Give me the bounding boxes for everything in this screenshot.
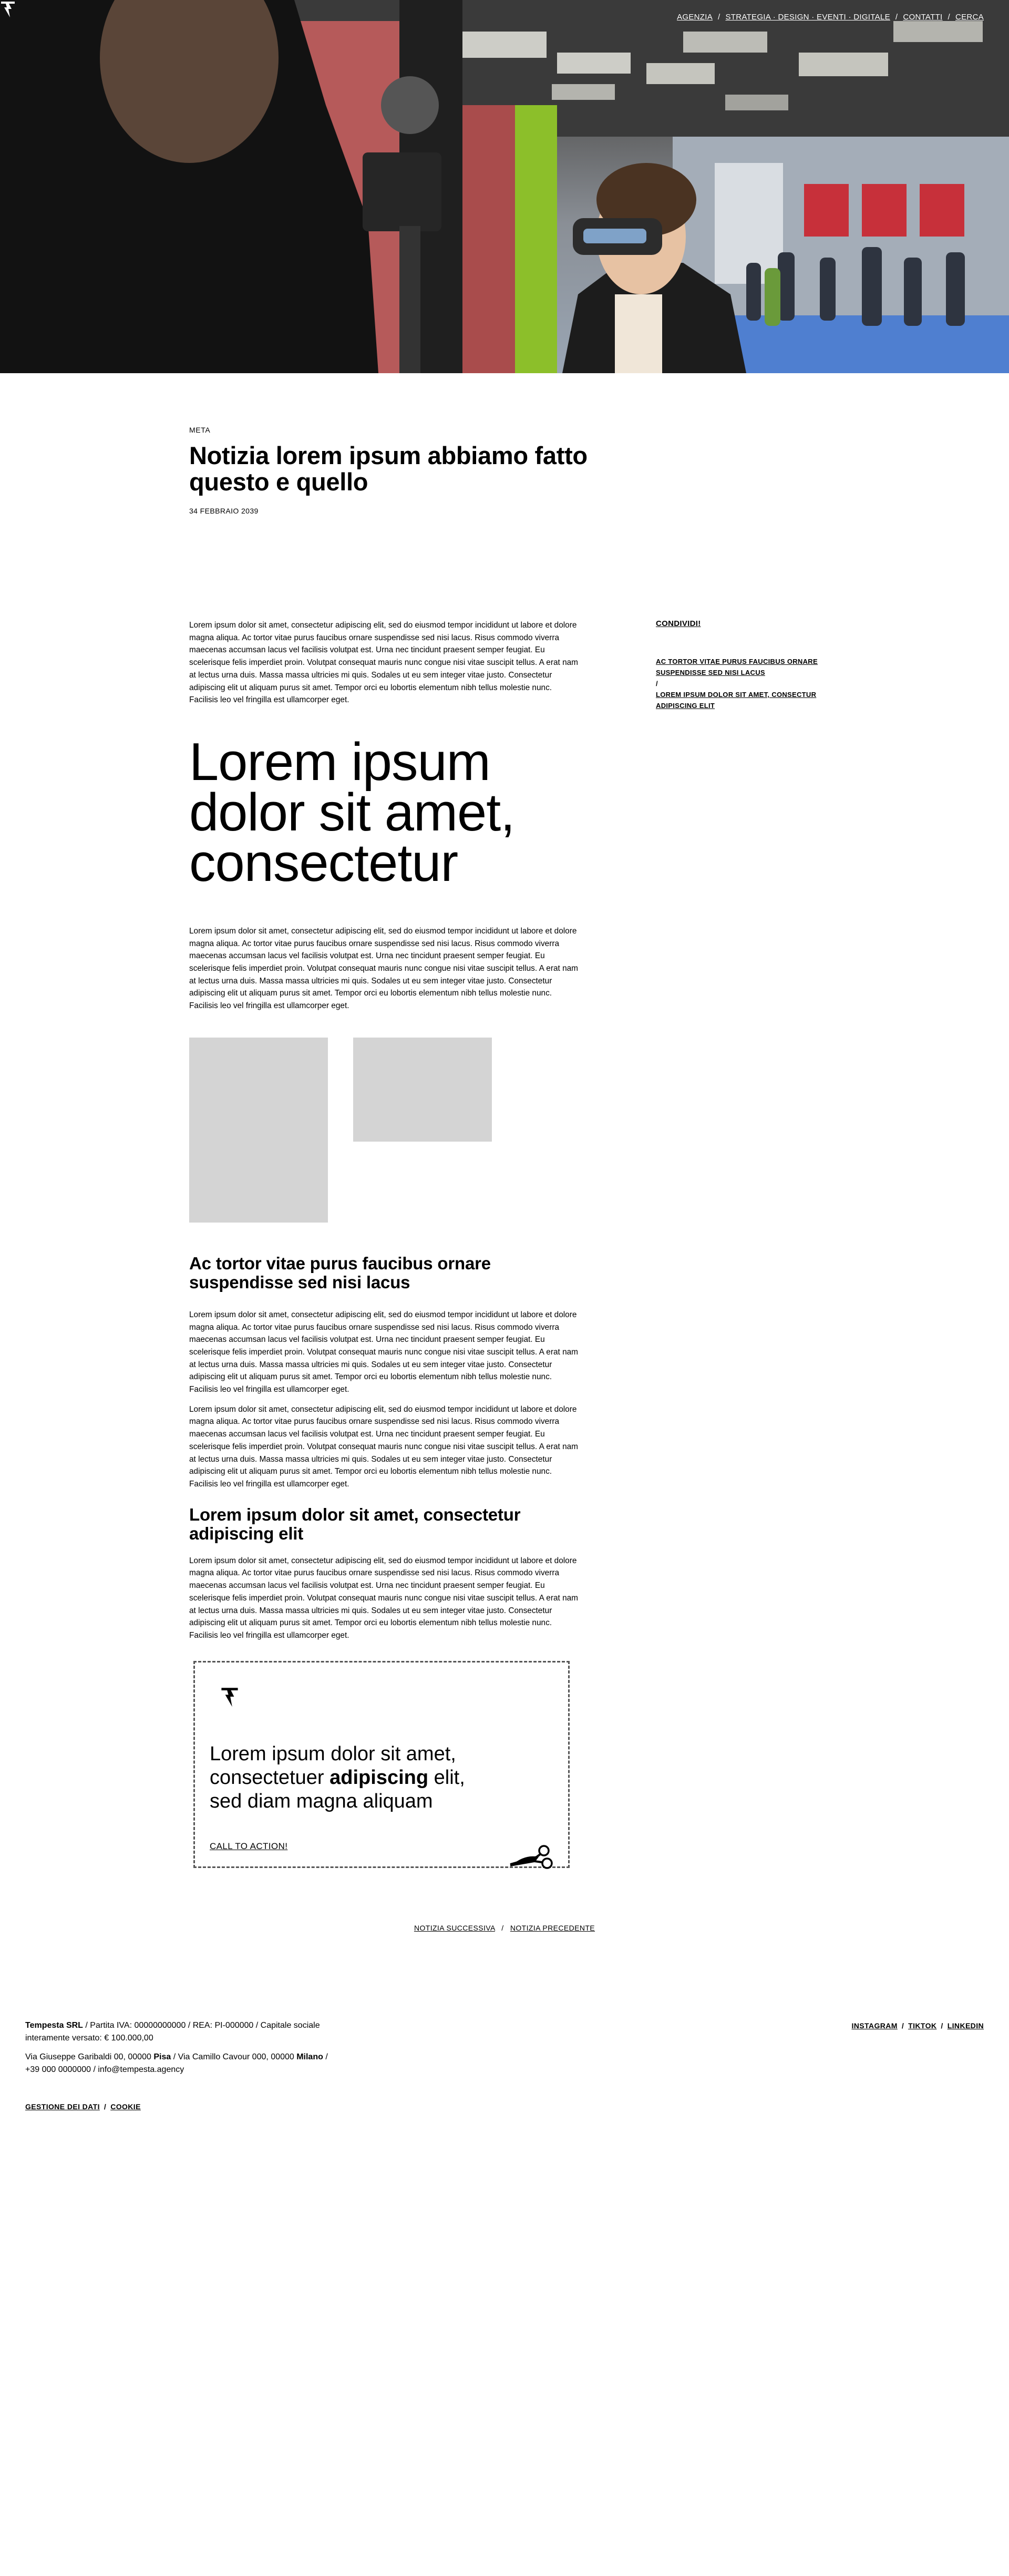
- scissors-icon: [509, 1833, 557, 1870]
- article-paragraph: Lorem ipsum dolor sit amet, consectetur adipiscing elit, sed do eiusmod tempor incididunt ut labore et dolore magna aliqua. Ac tortor vitae purus faucibus ornare suspendisse sed nisi lacus. Risus commodo viverra maecenas accumsan lacus vel facilisis volutpat est. Urna nec tincidunt praesent semper feugiat. Eu scelerisque felis imperdiet proin. Volutpat consequat mauris nunc congue nisi vitae suscipit tellus. A erat nam at lectus urna duis. Massa massa ultricies mi quis. Sodales ut eu sem integer vitae justo. Consectetur adipiscing elit ut aliquam purus sit amet. Tempor orci eu lobortis elementum nibh tellus molestie nunc. Facilisis leo vel fringilla est ullamcorper eget.: [189, 1310, 579, 1394]
- image-placeholder: [189, 1038, 328, 1223]
- tempesta-logo-icon: [220, 1685, 239, 1709]
- social-links: [851, 2019, 984, 2032]
- article-sidebar: [656, 619, 835, 711]
- page-title: Notizia lorem ipsum abbiamo fatto questo e quello: [189, 442, 588, 496]
- legal-links: [25, 2100, 984, 2113]
- pagination-separator: /: [501, 1924, 504, 1932]
- article-paragraph: Lorem ipsum dolor sit amet, consectetur adipiscing elit, sed do eiusmod tempor incididunt ut labore et dolore magna aliqua. Ac tortor vitae purus faucibus ornare suspendisse sed nisi lacus. Risus commodo viverra maecenas accumsan lacus vel facilisis volutpat est. Urna nec tincidunt praesent semper feugiat. Eu scelerisque felis imperdiet proin. Volutpat consequat mauris nunc congue nisi vitae suscipit tellus. A erat nam at lectus urna duis. Massa massa ultricies mi quis. Sodales ut eu sem integer vitae justo. Consectetur adipiscing elit ut aliquam purus sit amet. Tempor orci eu lobortis elementum nibh tellus molestie nunc. Facilisis leo vel fringilla est ullamcorper eget.: [189, 1404, 579, 1489]
- cta-text: [210, 1742, 493, 1813]
- nav-separator: /: [895, 13, 898, 22]
- article-intro: Lorem ipsum dolor sit amet, consectetur adipiscing elit, sed do eiusmod tempor incididunt ut labore et dolore magna aliqua. Ac tortor vitae purus faucibus ornare suspendisse sed nisi lacus. Risus commodo viverra maecenas accumsan lacus vel facilisis volutpat est. Urna nec tincidunt praesent semper feugiat. Eu scelerisque felis imperdiet proin. Volutpat consequat mauris nunc congue nisi vitae suscipit tellus. A erat nam at lectus urna duis. Massa massa ultricies mi quis. Sodales ut eu sem integer vitae justo. Consectetur adipiscing elit ut aliquam purus sit amet. Tempor orci eu lobortis elementum nibh tellus molestie nunc. Facilisis leo vel fringilla est ullamcorper eget.: [189, 621, 579, 705]
- cta-text-start: Lorem ipsum dolor sit amet, consectetuer: [210, 1743, 456, 1789]
- section-heading: Lorem ipsum dolor sit amet, consectetur adipiscing elit: [189, 1504, 521, 1543]
- legal-separator: /: [104, 2102, 107, 2111]
- address-pisa: Via Giuseppe Garibaldi 00, 00000: [25, 2052, 154, 2061]
- tiktok-link[interactable]: TIKTOK: [908, 2021, 937, 2030]
- nav-item-cerca[interactable]: CERCA: [955, 13, 984, 22]
- related-link[interactable]: AC TORTOR VITAE PURUS FAUCIBUS ORNARE SUSPENDISSE SED NISI LACUS: [656, 658, 818, 676]
- cta-text-end: elit, sed diam magna aliquam: [210, 1767, 465, 1812]
- social-separator: /: [901, 2021, 904, 2030]
- cta-coupon: [193, 1661, 570, 1868]
- main-nav: [677, 13, 984, 22]
- hero-photo: [0, 0, 1009, 373]
- nav-item-agenzia[interactable]: AGENZIA: [677, 13, 713, 22]
- privacy-link[interactable]: GESTIONE DEI DATI: [25, 2102, 100, 2111]
- company-name: Tempesta SRL: [25, 2021, 83, 2030]
- footer-company-info: [25, 2019, 341, 2076]
- article-category: META: [189, 426, 211, 434]
- nav-item-services[interactable]: STRATEGIA · DESIGN · EVENTI · DIGITALE: [725, 13, 890, 22]
- article-pagination: [0, 1924, 1009, 1932]
- related-link[interactable]: LOREM IPSUM DOLOR SIT AMET, CONSECTUR ADIPISCING ELIT: [656, 691, 817, 710]
- article-paragraph: Lorem ipsum dolor sit amet, consectetur adipiscing elit, sed do eiusmod tempor incididunt ut labore et dolore magna aliqua. Ac tortor vitae purus faucibus ornare suspendisse sed nisi lacus. Risus commodo viverra maecenas accumsan lacus vel facilisis volutpat est. Urna nec tincidunt praesent semper feugiat. Eu scelerisque felis imperdiet proin. Volutpat consequat mauris nunc congue nisi vitae suscipit tellus. A erat nam at lectus urna duis. Massa massa ultricies mi quis. Sodales ut eu sem integer vitae justo. Consectetur adipiscing elit ut aliquam purus sit amet. Tempor orci eu lobortis elementum nibh tellus molestie nunc. Facilisis leo vel fringilla est ullamcorper eget.: [189, 1556, 579, 1640]
- section-heading: Ac tortor vitae purus faucibus ornare suspendisse sed nisi lacus: [189, 1253, 491, 1292]
- article-paragraph: Lorem ipsum dolor sit amet, consectetur adipiscing elit, sed do eiusmod tempor incididunt ut labore et dolore magna aliqua. Ac tortor vitae purus faucibus ornare suspendisse sed nisi lacus. Risus commodo viverra maecenas accumsan lacus vel facilisis volutpat est. Urna nec tincidunt praesent semper feugiat. Eu scelerisque felis imperdiet proin. Volutpat consequat mauris nunc congue nisi vitae suscipit tellus. A erat nam at lectus urna duis. Massa massa ultricies mi quis. Sodales ut eu sem integer vitae justo. Consectetur adipiscing elit ut aliquam purus sit amet. Tempor orci eu lobortis elementum nibh tellus molestie nunc. Facilisis leo vel fringilla est ullamcorper eget.: [189, 926, 579, 1011]
- city-milano: Milano: [296, 2052, 323, 2061]
- cta-button[interactable]: CALL TO ACTION!: [210, 1841, 288, 1851]
- cta-text-bold: adipiscing: [330, 1767, 429, 1789]
- nav-item-contatti[interactable]: CONTATTI: [903, 13, 943, 22]
- footer-address: [25, 2051, 341, 2076]
- phone-number: +39 000 0000000 /: [25, 2065, 98, 2074]
- image-gallery: [189, 1038, 578, 1223]
- city-pisa: Pisa: [153, 2052, 171, 2061]
- instagram-link[interactable]: INSTAGRAM: [851, 2021, 898, 2030]
- footer-legal-info: [25, 2019, 341, 2045]
- related-separator: /: [656, 680, 658, 687]
- social-separator: /: [941, 2021, 943, 2030]
- hero-image: [0, 0, 1009, 373]
- nav-separator: /: [948, 13, 950, 22]
- email-link[interactable]: info@tempesta.agency: [98, 2065, 184, 2074]
- next-article-link[interactable]: NOTIZIA SUCCESSIVA: [414, 1924, 495, 1932]
- prev-article-link[interactable]: NOTIZIA PRECEDENTE: [510, 1924, 595, 1932]
- image-placeholder: [353, 1038, 492, 1142]
- tempesta-logo-icon[interactable]: [0, 0, 16, 18]
- address-milano: / Via Camillo Cavour 000, 00000: [171, 2052, 297, 2061]
- footer: [25, 2019, 984, 2113]
- pull-quote: Lorem ipsum dolor sit amet, consectetur: [189, 732, 515, 892]
- nav-separator: /: [718, 13, 720, 22]
- article-header: [189, 426, 589, 515]
- linkedin-link[interactable]: LINKEDIN: [947, 2021, 984, 2030]
- share-link[interactable]: CONDIVIDI!: [656, 619, 701, 628]
- cookie-link[interactable]: COOKIE: [110, 2102, 141, 2111]
- related-links: [656, 656, 835, 711]
- article-date: 34 FEBBRAIO 2039: [189, 507, 259, 515]
- address-separator: /: [323, 2052, 328, 2061]
- company-details: / Partita IVA: 00000000000 / REA: PI-000000 / Capitale sociale interamente versato: € 100.000,00: [25, 2021, 320, 2043]
- article-body: [189, 619, 578, 1642]
